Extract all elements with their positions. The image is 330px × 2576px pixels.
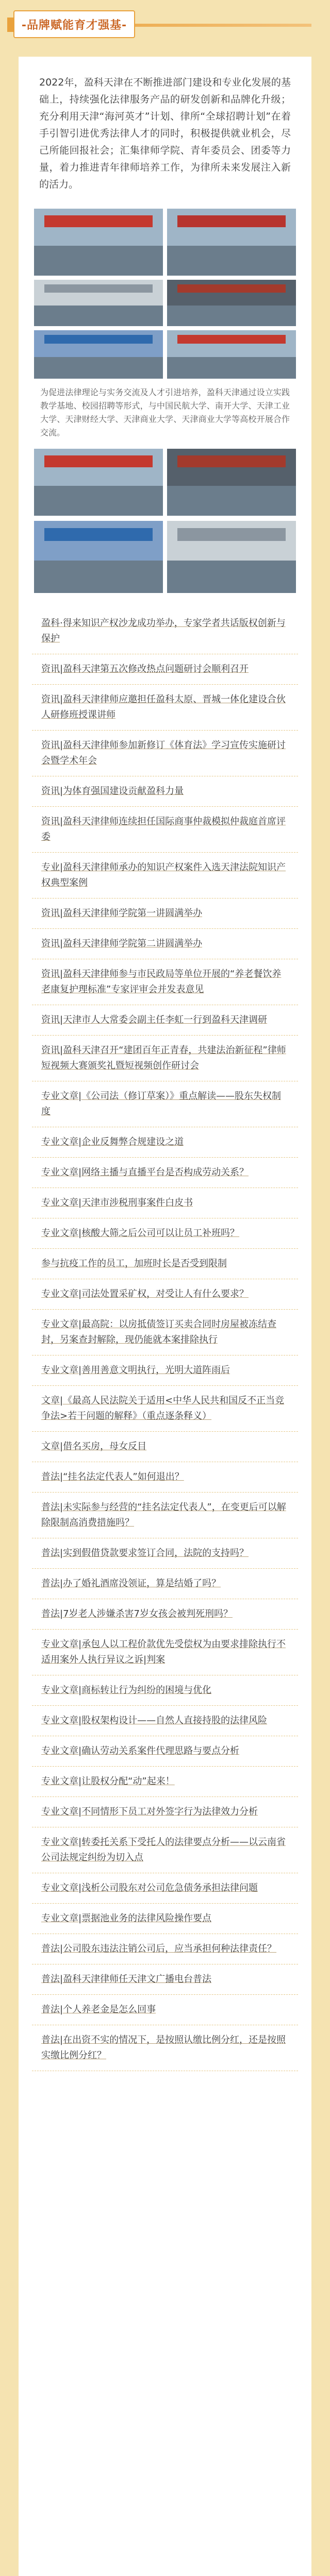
article-link[interactable]: 盈科·得来知识产权沙龙成功举办，专家学者共话版权创新与保护	[32, 608, 298, 654]
article-link[interactable]: 专业文章|让股权分配“动”起来！	[32, 1767, 298, 1797]
article-link[interactable]: 专业文章|确认劳动关系案件代理思路与要点分析	[32, 1736, 298, 1767]
article-link[interactable]: 普法|实到假借贷款要求签订合同，法院的支持吗？	[32, 1538, 298, 1569]
article-link[interactable]: 文章|借名买房，母女反目	[32, 1432, 298, 1462]
article-link[interactable]: 资讯|盈科天津律师参加新修订《体育法》学习宣传实施研讨会暨学术年会	[32, 731, 298, 776]
event-photo	[167, 449, 296, 516]
article-link[interactable]: 专业文章|核酸大筛之后公司可以让员工补班吗？	[32, 1218, 298, 1249]
event-photo	[34, 449, 163, 516]
article-link[interactable]: 普法|“挂名法定代表人”如何退出？	[32, 1462, 298, 1493]
event-photo	[34, 330, 163, 379]
article-link[interactable]: 普法|在出资不实的情况下，是按照认缴比例分红，还是按照实缴比例分红？	[32, 2025, 298, 2071]
article-link[interactable]: 文章|《最高人民法院关于适用<中华人民共和国反不正当竞争法>若干问题的解释》（重点逐条释义）	[32, 1386, 298, 1432]
article-link[interactable]: 资讯|盈科天津律师学院第一讲圆满举办	[32, 899, 298, 929]
article-link[interactable]: 专业文章|承包人以工程价款优先受偿权为由要求排除执行不适用案外人执行异议之诉|判案	[32, 1630, 298, 1675]
article-link[interactable]: 专业文章|转委托关系下受托人的法律要点分析——以云南省公司法规定纠纷为切入点	[32, 1827, 298, 1873]
article-link[interactable]: 专业文章|天津市涉税刑事案件白皮书	[32, 1188, 298, 1218]
article-link[interactable]: 普法|个人养老金是怎么回事	[32, 1995, 298, 2025]
event-photo	[167, 521, 296, 593]
photo-collage-bottom	[34, 449, 296, 593]
section-title: -品牌赋能育才强基-	[13, 10, 135, 38]
section-header	[0, 0, 330, 49]
article-link[interactable]: 资讯|为体育强国建设贡献盈科力量	[32, 776, 298, 807]
article-link[interactable]: 专业文章|网络主播与直播平台是否构成劳动关系？	[32, 1158, 298, 1188]
article-link[interactable]: 专业文章|不同情形下员工对外签字行为法律效力分析	[32, 1797, 298, 1827]
article-link[interactable]: 普法|公司股东违法注销公司后，应当承担何种法律责任？	[32, 1934, 298, 1964]
event-photo	[34, 521, 163, 593]
article-link[interactable]: 专业文章|股权架构设计——自然人直接持股的法律风险	[32, 1706, 298, 1736]
article-link[interactable]: 资讯|盈科天津律师学院第二讲圆满举办	[32, 929, 298, 959]
article-link[interactable]: 专业|盈科天津律师承办的知识产权案件入选天津法院知识产权典型案例	[32, 853, 298, 899]
article-link[interactable]: 专业文章|《公司法（修订草案）》重点解读——股东失权制度	[32, 1081, 298, 1127]
photo-collage-top	[34, 209, 296, 379]
article-link[interactable]: 普法|盈科天津律师任天津文广播电台普法	[32, 1964, 298, 1995]
article-link[interactable]: 普法|未实际参与经营的“挂名法定代表人”，在变更后可以解除限制高消费措施吗？	[32, 1493, 298, 1538]
intro-paragraph: 2022年，盈科天津在不断推进部门建设和专业化发展的基础上，持续强化法律服务产品的研发创新和品牌化升级；充分利用天津“海河英才”计划、律所“全球招聘计划”在着手引智引进优秀法律人才的同时，积极提供就业机会，尽己所能回报社会；汇集律师学院、青年委员会、团委等力量，着力推进青年律师培养工作，为律所未来发展注入新的活力。	[39, 77, 291, 190]
event-photo	[167, 209, 296, 276]
article-link[interactable]: 专业文章|商标转让行为纠纷的困境与优化	[32, 1675, 298, 1706]
article-link[interactable]: 专业文章|企业反舞弊合规建设之道	[32, 1127, 298, 1158]
article-link[interactable]: 资讯|盈科天津律师参与市民政局等单位开展的“养老餐饮养老康复护理标准”专家评审会并发表意见	[32, 959, 298, 1005]
event-photo	[167, 280, 296, 326]
event-photo	[167, 330, 296, 379]
article-link[interactable]: 普法|7岁老人涉嫌杀害7岁女孩会被判死刑吗？	[32, 1599, 298, 1630]
article-list	[19, 608, 311, 2071]
article-link[interactable]: 专业文章|票据池业务的法律风险操作要点	[32, 1904, 298, 1934]
article-link[interactable]: 专业文章|司法处置采矿权，对受让人有什么要求？	[32, 1279, 298, 1310]
article-link[interactable]: 资讯|盈科天津召开“建团百年正青春，共建法治新征程”律师短视频大赛颁奖礼暨短视频创作研讨会	[32, 1036, 298, 1081]
article-link[interactable]: 参与抗疫工作的员工，加班时长是否受到限制	[32, 1249, 298, 1279]
article-link[interactable]: 普法|办了婚礼酒席没领证，算是结婚了吗？	[32, 1569, 298, 1599]
article-link[interactable]: 资讯|天津市人大常委会副主任李虹一行到盈科天津调研	[32, 1005, 298, 1036]
article-link[interactable]: 资讯|盈科天津第五次修改热点问题研讨会顺利召开	[32, 654, 298, 685]
content-card	[19, 57, 311, 2576]
photo-caption: 为促进法律理论与实务交流及人才引进培养，盈科天津通过设立实践教学基地、校园招聘等形式，与中国民航大学、南开大学、天津工业大学、天津财经大学、天津商业大学、天津商业大学等高校开展合作交流。	[40, 387, 290, 437]
article-link[interactable]: 专业文章|善用善意文明执行，光明大道阵雨后	[32, 1355, 298, 1386]
article-link[interactable]: 资讯|盈科天津律师应邀担任盈科太原、晋城一体化建设合伙人研修班授课讲师	[32, 685, 298, 731]
article-link[interactable]: 专业文章|浅析公司股东对公司危急债务承担法律问题	[32, 1873, 298, 1904]
event-photo	[34, 209, 163, 276]
event-photo	[34, 280, 163, 326]
article-link[interactable]: 专业文章|最高院：以房抵债签订买卖合同时房屋被冻结查封，另案查封解除，现仍能就本案排除执行	[32, 1310, 298, 1355]
article-link[interactable]: 资讯|盈科天津律师连续担任国际商事仲裁模拟仲裁庭首席评委	[32, 807, 298, 853]
